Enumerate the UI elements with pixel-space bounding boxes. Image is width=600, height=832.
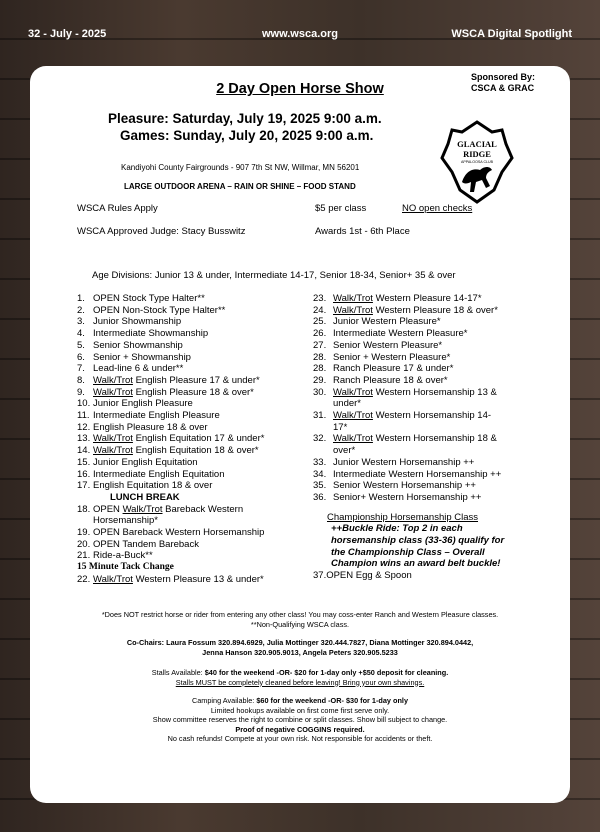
- tack-change: 15 Minute Tack Change: [77, 562, 174, 573]
- class-text: [93, 352, 191, 364]
- list-item: [77, 375, 317, 387]
- footnotes: [30, 610, 570, 629]
- class-number: 11.: [77, 410, 90, 422]
- class-name: OPEN Tandem Bareback: [93, 538, 199, 550]
- co-chairs: [30, 638, 570, 658]
- class-number: 32.: [313, 433, 327, 445]
- class-text: [93, 293, 205, 305]
- class-number: 10.: [77, 398, 91, 410]
- class-text: [93, 457, 198, 469]
- class-text: [93, 328, 208, 340]
- list-item: [77, 305, 317, 317]
- class-name: Horsemanship*: [93, 515, 158, 527]
- list-item: [313, 492, 528, 504]
- list-item: [313, 340, 528, 352]
- class-list-group: [313, 293, 528, 504]
- rules-apply: WSCA Rules Apply: [77, 203, 158, 214]
- list-item: [77, 328, 317, 340]
- class-number: 23.: [313, 293, 327, 304]
- list-item: [77, 504, 317, 516]
- stalls-cleaning: Stalls MUST be completely cleaned before leaving! Bring your own shavings.: [175, 677, 425, 687]
- class-walk-trot: Walk/Trot: [333, 293, 373, 304]
- list-item: [77, 469, 317, 481]
- class-text: [93, 539, 199, 551]
- class-text: [93, 305, 225, 317]
- class-name: OPEN Stock Type Halter**: [93, 293, 205, 304]
- footnote-2: **Non-Qualifying WSCA class.: [250, 619, 350, 629]
- committee-note: Show committee reserves the right to combine or split classes. Show bill subject to change.: [152, 715, 448, 724]
- class-name: Ranch Pleasure 18 & over*: [333, 374, 448, 386]
- camping-label: Camping Available:: [191, 696, 257, 705]
- class-number: 24.: [313, 304, 327, 316]
- class-number: [313, 445, 333, 457]
- class-number: 28.: [313, 351, 327, 363]
- class-number: 5.: [77, 339, 85, 351]
- class-number: 36.: [313, 491, 327, 503]
- list-item: [313, 410, 528, 422]
- list-item: [313, 316, 528, 328]
- class-text: [93, 410, 220, 422]
- camping-hookups: Limited hookups available on first come first serve only.: [210, 705, 390, 715]
- class-text: [333, 328, 467, 340]
- list-item: [313, 387, 528, 399]
- class-number: 25.: [313, 316, 327, 328]
- class-name: Western Pleasure 18 & over*: [372, 304, 498, 316]
- class-text: [333, 422, 347, 434]
- lunch-break: LUNCH BREAK: [110, 491, 180, 503]
- championship-note-line: ++Buckle Ride: Top 2 in each: [331, 523, 463, 535]
- class-number: 8.: [77, 374, 85, 386]
- co-chairs-line: Co-Chairs: Laura Fossum 320.894.6929, Julia Mottinger 320.444.7827, Diana Mottinger 320.894.0442,: [126, 638, 474, 647]
- site-link[interactable]: www.wsca.org: [261, 28, 338, 40]
- class-text: [93, 387, 254, 399]
- games-date: Games: Sunday, July 20, 2025 9:00 a.m.: [120, 128, 374, 143]
- class-number: 9.: [77, 386, 85, 398]
- class-name: Lead-line 6 & under**: [93, 363, 184, 375]
- list-item: [313, 305, 528, 317]
- list-item: [77, 433, 317, 445]
- class-name: Senior Western Horsemanship ++: [333, 480, 476, 492]
- pleasure-date: Pleasure: Saturday, July 19, 2025 9:00 a.m.: [108, 111, 382, 126]
- list-item: [77, 410, 317, 422]
- class-text: [93, 363, 183, 375]
- class-text: [93, 316, 181, 328]
- class-number: 33.: [313, 456, 327, 468]
- class-fee: $5 per class: [315, 203, 367, 214]
- class-walk-trot: Walk/Trot: [93, 573, 133, 585]
- class-text: [333, 469, 501, 481]
- list-item: [77, 422, 317, 434]
- class-text: [93, 480, 212, 492]
- class-number: 19.: [77, 527, 91, 539]
- class-name: Senior+ Western Horsemanship ++: [333, 491, 482, 503]
- class-name: Bareback Western: [162, 503, 244, 515]
- class-name: Junior Showmanship: [93, 316, 182, 328]
- class-number: 28.: [313, 363, 327, 375]
- list-item: [77, 340, 317, 352]
- class-name: Intermediate Showmanship: [93, 328, 209, 340]
- class-name: Senior Western Pleasure*: [333, 339, 443, 351]
- list-item: [313, 352, 528, 364]
- class-number: [313, 398, 333, 410]
- class-walk-trot: Walk/Trot: [122, 503, 163, 515]
- class-name: OPEN Non-Stock Type Halter**: [93, 304, 226, 316]
- stalls-price: $40 for the weekend -OR- $20 for 1-day only +$50 deposit for cleaning.: [204, 668, 449, 677]
- glacial-ridge-logo-icon: [440, 120, 514, 204]
- class-list-right: [313, 293, 528, 582]
- list-item: [77, 363, 317, 375]
- class-text: [93, 445, 259, 457]
- class-number: [77, 515, 93, 527]
- class-name: English Pleasure 18 & over*: [132, 386, 254, 398]
- class-text: [333, 445, 355, 457]
- checks-note: NO open checks: [402, 203, 473, 214]
- list-item: [77, 550, 317, 562]
- publication-name: WSCA Digital Spotlight: [451, 28, 572, 40]
- list-item: [313, 375, 528, 387]
- stalls-label: Stalls Available:: [151, 668, 205, 677]
- sponsor-block: [471, 72, 535, 94]
- list-item: [313, 433, 528, 445]
- issue-date: 32 - July - 2025: [28, 28, 107, 40]
- co-chairs-line: Jenna Hanson 320.905.9013, Angela Peters 320.905.5233: [202, 648, 398, 657]
- class-name: Ride-a-Buck**: [93, 550, 153, 562]
- arena-info: LARGE OUTDOOR ARENA – RAIN OR SHINE – FOOD STAND: [124, 182, 356, 191]
- class-number: 26.: [313, 328, 327, 340]
- list-item: [313, 328, 528, 340]
- class-name: Western Pleasure 14-17*: [372, 293, 482, 304]
- class-name: Western Horsemanship 18 &: [372, 433, 497, 445]
- class-number: 7.: [77, 363, 85, 375]
- class-name: Intermediate Western Pleasure*: [333, 328, 468, 340]
- class-number: 1.: [77, 293, 85, 304]
- class-name: Ranch Pleasure 17 & under*: [333, 363, 454, 375]
- class-name: English Pleasure 18 & over: [93, 421, 208, 433]
- list-item: [313, 457, 528, 469]
- sponsor-names: CSCA & GRAC: [470, 83, 535, 93]
- list-item: [77, 398, 317, 410]
- class-name: Western Pleasure 13 & under*: [132, 573, 264, 585]
- list-item: [77, 539, 317, 551]
- class-text: [333, 457, 474, 469]
- list-item: [313, 480, 528, 492]
- class-name: Intermediate English Pleasure: [93, 410, 220, 422]
- flyer-title: 2 Day Open Horse Show: [216, 81, 384, 97]
- class-text: [333, 305, 498, 317]
- class-walk-trot: Walk/Trot: [93, 386, 133, 398]
- class-text: [333, 293, 482, 305]
- class-text: [333, 398, 361, 410]
- camping-price: $60 for the weekend -OR- $30 for 1-day only: [256, 696, 409, 705]
- class-name: Junior English Pleasure: [93, 398, 193, 410]
- list-item: [77, 445, 317, 457]
- class-number: 21.: [77, 550, 91, 562]
- class-number: 20.: [77, 538, 91, 550]
- class-walk-trot: Walk/Trot: [333, 410, 373, 422]
- class-number: 22.: [77, 573, 91, 585]
- championship-note-line: Champion wins an award belt buckle!: [331, 558, 501, 570]
- class-number: 15.: [77, 456, 91, 468]
- class-name: Junior English Equitation: [93, 456, 198, 468]
- list-item: [77, 457, 317, 469]
- class-text: [333, 316, 441, 328]
- class-name: Western Horsemanship 13 &: [372, 386, 497, 398]
- class-number: 12.: [77, 421, 91, 433]
- age-divisions: Age Divisions: Junior 13 & under, Intermediate 14-17, Senior 18-34, Senior+ 35 & over: [92, 270, 456, 281]
- class-text: [93, 469, 225, 481]
- class-name: Senior + Western Pleasure*: [333, 351, 451, 363]
- logo-text-1: GLACIAL: [457, 139, 497, 149]
- list-item: [313, 445, 528, 457]
- class-number: 18.: [77, 503, 91, 515]
- class-list-group: [77, 504, 317, 563]
- class-walk-trot: Walk/Trot: [333, 433, 373, 445]
- class-text: [93, 375, 260, 387]
- class-number: 30.: [313, 386, 327, 398]
- class-text: [93, 398, 193, 410]
- class-name: Intermediate Western Horsemanship ++: [333, 468, 502, 480]
- list-item: [77, 515, 317, 527]
- class-text: [333, 363, 453, 375]
- class-name: English Pleasure 17 & under*: [132, 374, 260, 386]
- list-item: [313, 363, 528, 375]
- camping-info: [30, 696, 570, 744]
- class-name: over*: [333, 445, 356, 457]
- class-list-group: [77, 293, 317, 492]
- class-text: [93, 433, 264, 445]
- class-name: Intermediate English Equitation: [93, 468, 225, 480]
- list-item: [77, 574, 317, 586]
- championship-note: [313, 523, 528, 570]
- list-item: [77, 527, 317, 539]
- class-number: 27.: [313, 339, 327, 351]
- class-list-left: [77, 293, 317, 586]
- class-name: Junior Western Horsemanship ++: [333, 456, 475, 468]
- list-item: [313, 398, 528, 410]
- class-number: [313, 422, 333, 434]
- class-name: Western Horsemanship 14-: [372, 410, 492, 422]
- class-number: 4.: [77, 328, 85, 340]
- list-item: [77, 316, 317, 328]
- venue-address: Kandiyohi County Fairgrounds - 907 7th St NW, Willmar, MN 56201: [121, 163, 360, 172]
- list-item: [77, 480, 317, 492]
- logo-text-2: RIDGE: [463, 149, 491, 159]
- class-name: English Equitation 18 & over: [93, 480, 213, 492]
- class-name: OPEN Bareback Western Horsemanship: [93, 527, 265, 539]
- class-text: [93, 515, 158, 527]
- class-text: [333, 492, 481, 504]
- championship-title: Championship Horsemanship Class: [327, 511, 479, 523]
- class-text: [93, 422, 208, 434]
- class-text: [93, 550, 153, 562]
- class-walk-trot: Walk/Trot: [93, 445, 133, 457]
- class-text: [93, 504, 243, 516]
- class-prefix: OPEN: [93, 503, 123, 515]
- class-number: 29.: [313, 374, 327, 386]
- class-name: English Equitation 17 & under*: [132, 433, 265, 445]
- championship-note-line: horsemanship class (33-36) qualify for: [331, 535, 505, 547]
- class-number: 6.: [77, 351, 85, 363]
- class-walk-trot: Walk/Trot: [333, 386, 373, 398]
- class-text: [333, 433, 497, 445]
- list-item: [77, 387, 317, 399]
- class-walk-trot: Walk/Trot: [333, 304, 373, 316]
- class-text: [333, 480, 476, 492]
- class-number: 14.: [77, 445, 91, 457]
- list-item: [313, 422, 528, 434]
- list-item: [313, 469, 528, 481]
- coggins-note: Proof of negative COGGINS required.: [235, 724, 365, 734]
- stalls-info: [30, 668, 570, 687]
- championship-note-line: the Championship Class – Overall: [331, 546, 485, 558]
- class-text: [333, 375, 448, 387]
- class-name: under*: [333, 398, 361, 410]
- show-flyer: [30, 66, 570, 803]
- class-name: Senior Showmanship: [93, 339, 183, 351]
- list-item: [77, 352, 317, 364]
- class-text: [333, 352, 450, 364]
- class-number: 13.: [77, 433, 91, 445]
- class-text: [93, 340, 183, 352]
- list-item: [77, 293, 317, 305]
- class-number: 16.: [77, 468, 91, 480]
- class-name: Junior Western Pleasure*: [333, 316, 441, 328]
- footnote-1: *Does NOT restrict horse or rider from entering any other class! You may coss-enter Ranch and Western Pleasure classes.: [101, 610, 499, 619]
- class-number: 35.: [313, 480, 327, 492]
- class-name: 17*: [333, 421, 348, 433]
- refund-note: No cash refunds! Compete at your own risk. Not responsible for accidents or theft.: [167, 734, 433, 743]
- judge-info: WSCA Approved Judge: Stacy Busswitz: [77, 226, 246, 237]
- class-number: 2.: [77, 304, 85, 316]
- class-37: 37.OPEN Egg & Spoon: [313, 570, 412, 582]
- class-walk-trot: Walk/Trot: [93, 433, 133, 445]
- class-number: 34.: [313, 468, 327, 480]
- list-item: [313, 293, 528, 305]
- class-name: English Equitation 18 & over*: [132, 445, 259, 457]
- sponsor-label: Sponsored By:: [470, 72, 535, 82]
- awards-info: Awards 1st - 6th Place: [315, 226, 410, 237]
- class-text: [333, 410, 491, 422]
- class-text: [93, 527, 264, 539]
- class-text: [333, 387, 497, 399]
- logo-text-3: APPALOOSA CLUB: [460, 160, 494, 164]
- class-name: Senior + Showmanship: [93, 351, 191, 363]
- top-bar: [0, 0, 600, 58]
- class-number: 17.: [77, 480, 91, 492]
- class-walk-trot: Walk/Trot: [93, 374, 133, 386]
- class-number: 3.: [77, 316, 85, 328]
- class-number: 31.: [313, 410, 327, 422]
- class-text: [333, 340, 442, 352]
